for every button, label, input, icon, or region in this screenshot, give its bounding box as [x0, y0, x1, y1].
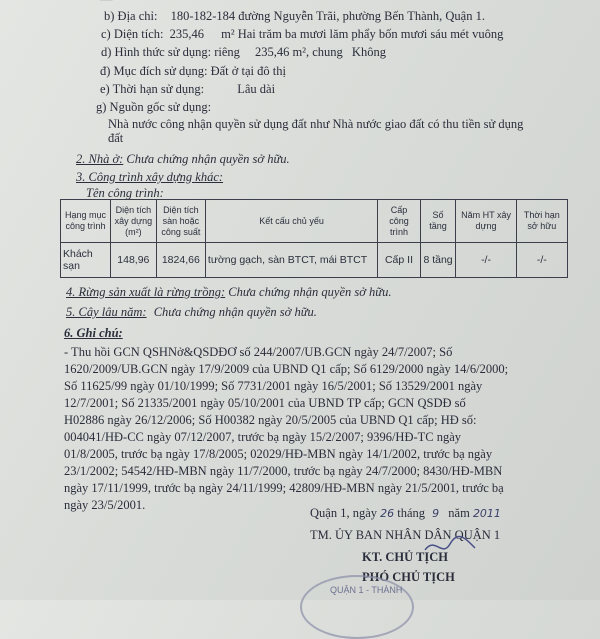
cell-category: Khách sạn [61, 243, 111, 278]
term-value: Lâu dài [237, 82, 276, 96]
purpose-line [100, 64, 286, 79]
usage-form-line [101, 45, 386, 60]
note-line-1: - Thu hồi GCN QSHNở&QSDĐƠ số 244/2007/UB.GCN ngày 24/7/2007; Số [64, 345, 453, 359]
header-floor-area: Diện tích sàn hoặc công suất [156, 200, 205, 243]
perennial-value: Chưa chứng nhận quyền sở hữu. [153, 305, 317, 319]
notes-heading: 6. Ghi chú: [64, 326, 123, 340]
area-label: c) Diện tích: [101, 27, 164, 41]
note-line-10: ngày 23/5/2001. [64, 498, 146, 512]
note-line-3: Số 11625/99 ngày 01/10/1999; Số 7731/2001 ngày 16/5/2001; Số 13529/2001 ngày [64, 379, 483, 393]
usage-form-unit: m², chung [292, 45, 343, 59]
forest-line [66, 285, 391, 300]
kt-chairman: KT. CHỦ TỊCH [362, 550, 449, 564]
cell-grade: Cấp II [378, 243, 421, 278]
cell-build-area: 148,96 [110, 243, 156, 278]
cell-floors: 8 tầng [420, 243, 456, 278]
date-month: 9 [432, 507, 440, 520]
address-label: b) Địa chỉ: [104, 9, 158, 23]
area-line [101, 27, 503, 42]
issuing-org: TM. ỦY BAN NHÂN DÂN QUẬN 1 [310, 528, 501, 542]
place-date-line [310, 506, 501, 521]
construction-table [60, 199, 568, 278]
area-words: Hai trăm ba mươi lăm phẩy bốn mươi sáu mét vuông [237, 27, 504, 41]
purpose-value: Đất ở tại đô thị [210, 64, 286, 78]
usage-form-label: d) Hình thức sử dụng: riêng [101, 45, 240, 59]
cut-off-line [100, 0, 113, 7]
area-value: 235,46 [169, 27, 204, 41]
cell-floor-area: 1824,66 [156, 243, 205, 278]
signature-mark [420, 532, 480, 562]
term-line [100, 82, 275, 97]
house-value: Chưa chứng nhận quyền sở hữu. [126, 152, 290, 166]
address-line [104, 9, 485, 24]
date-day: 26 [380, 507, 395, 520]
note-line-9: ngày 17/11/1999, trước bạ ngày 24/11/1999; 42809/HĐ-MBN ngày 21/5/2001, trước bạ [64, 481, 504, 495]
forest-value: Chưa chứng nhận quyền sở hữu. [228, 285, 392, 299]
forest-label: 4. Rừng sản xuất là rừng trồng: [66, 285, 226, 299]
header-structure: Kết cấu chủ yếu [205, 200, 377, 243]
table-header-row [61, 200, 568, 243]
note-line-2: 1620/2009/UB.GCN ngày 17/9/2009 của UBND Q1 cấp; Số 6129/2000 ngày 14/6/2000; [64, 362, 509, 376]
header-build-area: Diện tích xây dựng (m²) [110, 200, 156, 243]
date-month-label: tháng [397, 506, 426, 520]
cell-structure: tường gạch, sàn BTCT, mái BTCT [205, 243, 377, 278]
header-year: Năm HT xây dựng [456, 200, 516, 243]
construction-name-label: Tên công trình: [86, 186, 164, 200]
origin-line-1: Nhà nước công nhận quyền sử dụng đất như Nhà nước giao đất có thu tiền sử dụng [108, 117, 524, 131]
origin-line-2: đất [108, 131, 124, 145]
place-date-prefix: Quận 1, ngày [310, 506, 377, 520]
header-ownership-term: Thời hạn sở hữu [516, 200, 567, 243]
area-unit: m² [221, 27, 235, 41]
header-category: Hạng mục công trình [61, 200, 111, 243]
header-grade: Cấp công trình [378, 200, 421, 243]
date-year-label: năm [448, 506, 470, 520]
seal-text: QUẬN 1 - THÀNH [330, 585, 403, 595]
vice-chairman: PHÓ CHỦ TỊCH [362, 570, 455, 584]
note-line-6: 004041/HĐ-CC ngày 07/12/2007, trước bạ ngày 15/2/2007; 9396/HĐ-TC ngày [64, 430, 462, 444]
cell-year: -/- [456, 243, 516, 278]
usage-form-value: 235,46 [255, 45, 290, 59]
address-value: 180-182-184 đường Nguyễn Trãi, phường Bến Thành, Quận 1. [170, 9, 485, 23]
perennial-line [66, 305, 317, 320]
origin-label: g) Nguồn gốc sử dụng: [96, 100, 212, 114]
note-line-4: 12/7/2001; Số 21335/2001 ngày 05/10/2001 của UBND TP cấp; GCN QSDĐ số [64, 396, 466, 410]
purpose-label: đ) Mục đích sử dụng: [100, 64, 208, 78]
usage-form-shared: Không [351, 45, 386, 59]
note-line-5: H02886 ngày 26/12/2006; Số H00382 ngày 20/5/2005 của UBND Q1 cấp; HĐ số: [64, 413, 477, 427]
term-label: e) Thời hạn sử dụng: [100, 82, 205, 96]
table-row [61, 243, 568, 278]
date-year: 2011 [472, 507, 501, 520]
construction-heading: 3. Công trình xây dựng khác: [76, 170, 224, 184]
house-label: 2. Nhà ở: [76, 152, 124, 166]
cell-ownership-term: -/- [516, 243, 567, 278]
perennial-label: 5. Cây lâu năm: [66, 305, 147, 319]
note-line-7: 01/8/2005, trước bạ ngày 17/8/2005; 02029/HĐ-MBN ngày 14/1/2002, trước bạ ngày [64, 447, 493, 461]
header-floors: Số tầng [420, 200, 456, 243]
note-line-8: 23/1/2002; 54542/HĐ-MBN ngày 11/7/2000, trước bạ ngày 24/7/2000; 8430/HĐ-MBN [64, 464, 503, 478]
house-line [76, 152, 290, 167]
